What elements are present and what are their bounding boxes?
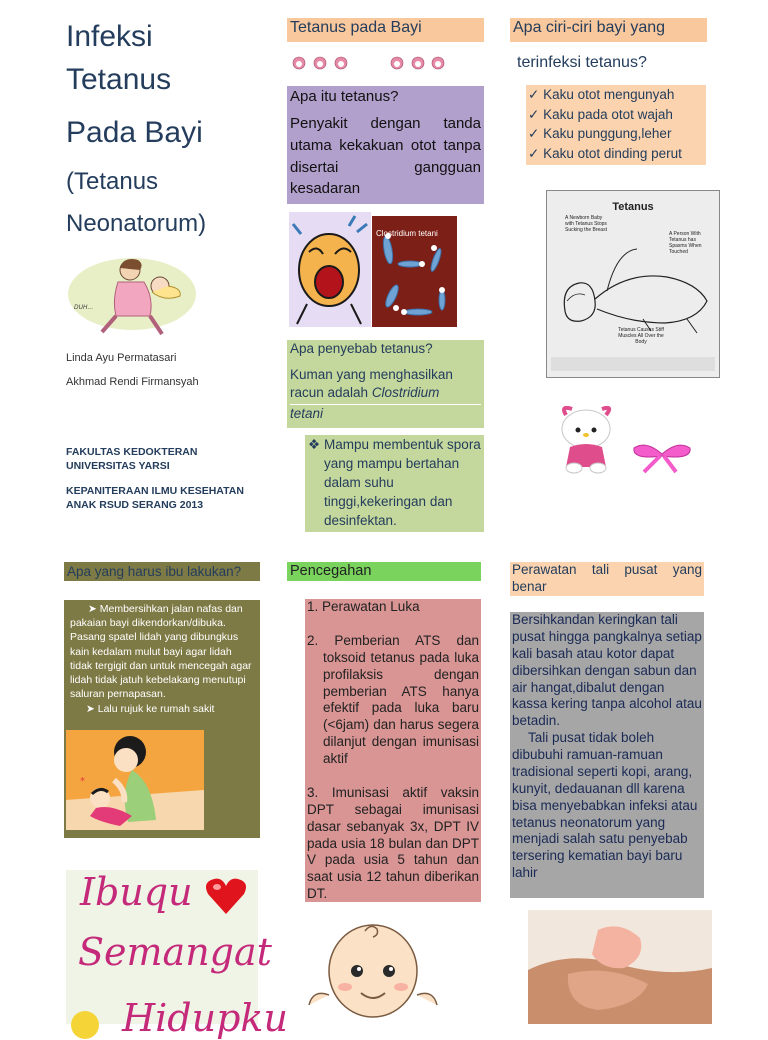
cause-heading: Apa penyebab tetanus? [290, 341, 433, 356]
author-2: Akhmad Rendi Firmansyah [66, 376, 199, 388]
symptoms-heading-line-2: terinfeksi tetanus? [517, 54, 647, 71]
symptoms-list [526, 85, 706, 165]
mother-action-heading: Apa yang harus ibu lakukan? [64, 562, 260, 581]
checkmark-icon: ✓ [528, 106, 540, 122]
prevention-item-3: 3. Imunisasi aktif vaksin DPT sebagai imunisasi dasar sebanyak 3x, DPT IV pada usia 18 bulan dan DPT V pada usia 5 tahun dan saat usia 12 tahun diberikan DT. [307, 784, 479, 902]
pink-ribbon-icon [626, 438, 698, 474]
tetanus-bayi-heading: Tetanus pada Bayi [287, 18, 484, 42]
author-1: Linda Ayu Permatasari [66, 352, 177, 364]
clostridium-tetani-photo [372, 216, 457, 327]
tetanus-diagram [546, 190, 720, 378]
prevention-item-2: 2. Pemberian ATS dan toksoid tetanus pada luka profilaksis dengan pemberian ATS hanya efektif pada luka baru (<6jam) dan harus segera dilanjut dengan imunisasi aktif [307, 632, 479, 766]
prevention-box [305, 599, 481, 902]
diagram-note-bottom: Tetanus Causes Stiff Muscles All Over the Body [618, 327, 664, 345]
symptom-item-2: ✓ Kaku pada otot wajah [528, 106, 673, 122]
mother-action-box [64, 600, 260, 838]
cause-text: Kuman yang menghasilkan racun adalah Clostridium tetani [290, 366, 481, 424]
clerkship-name [66, 485, 266, 512]
smiley-icon [70, 1010, 100, 1040]
diagram-title: Tetanus [612, 201, 654, 213]
checkmark-icon: ✓ [528, 145, 540, 161]
title-line-1: Infeksi [66, 20, 153, 53]
cord-care-box [510, 612, 704, 898]
checkmark-icon: ✓ [528, 126, 540, 142]
faculty-name [66, 446, 266, 473]
crying-baby-illustration [289, 212, 371, 327]
subtitle-line-1: (Tetanus [66, 168, 159, 195]
diamond-bullet-icon: ❖ [308, 437, 321, 452]
prevention-item-1: 1. Perawatan Luka [307, 599, 420, 614]
symptom-item-3: ✓ Kaku punggung,leher [528, 126, 672, 142]
subtitle-line-2: Neonatorum) [66, 210, 207, 237]
what-is-tetanus-text: Penyakit dengan tanda utama kekakuan otot tanpa disertai gangguan kesadaran [290, 115, 481, 198]
arrow-bullet-icon: ➤ [88, 603, 97, 615]
svg-text:DUH...: DUH... [74, 304, 94, 311]
title-line-3: Pada Bayi [66, 116, 203, 149]
title-line-2: Tetanus [66, 63, 172, 96]
banner-line-2: Semangat [78, 930, 272, 974]
cause-box [287, 340, 484, 428]
mother-caring-baby-illustration [66, 730, 204, 830]
diagram-note-right: A Person With Tetanus has Spasms When Touched [669, 231, 702, 255]
spore-box [305, 435, 484, 532]
cord-care-heading: Perawatan tali pusat yang benar [510, 562, 704, 596]
symptom-item-1: ✓ Kaku otot mengunyah [528, 87, 675, 102]
svg-text:*: * [80, 776, 85, 787]
clerkship-line-2: ANAK RSUD SERANG 2013 [66, 498, 204, 511]
arrow-bullet-icon: ➤ [86, 703, 95, 716]
mother-action-item-2: ➤ Lalu rujuk ke rumah sakit [86, 703, 215, 716]
cord-care-text-1: Bersihkandan keringkan tali pusat hingga pangkalnya setiap kali basah atau kotor dapat dibersihkan dengan sabun dan air hangat,dibalut dengan kassa kering tanpa alcohol atau betadin. [512, 612, 702, 729]
clerkship-line-1: KEPANITERAAN ILMU KESEHATAN [66, 485, 244, 497]
heart-icon [204, 876, 248, 916]
diagram-note-left: A Newborn Baby with Tetanus Stops Sucking the Breast [565, 215, 607, 233]
banner-line-1: Ibuqu [80, 870, 193, 914]
prevention-heading: Pencegahan [287, 562, 481, 581]
faculty-line-1: FAKULTAS KEDOKTERAN [66, 446, 198, 458]
kitty-doll-illustration [556, 405, 618, 473]
baby-hand-photo [528, 910, 712, 1024]
faculty-line-2: UNIVERSITAS YARSI [66, 459, 170, 472]
spore-item: ❖ Mampu membentuk spora yang mampu bertahan dalam suhu tinggi,kekeringan dan desinfektan. [308, 436, 481, 530]
symptom-item-4: ✓ Kaku otot dinding perut [528, 145, 682, 161]
clostridium-photo-label: Clostridium tetani [376, 229, 438, 238]
mother-baby-illustration [64, 254, 200, 340]
checkmark-icon: ✓ [528, 87, 540, 102]
what-is-tetanus-heading: Apa itu tetanus? [290, 88, 399, 105]
banner-line-3: Hidupku [122, 996, 288, 1040]
cord-care-text-2: Tali pusat tidak boleh dibubuhi ramuan-ramuan tradisional seperti kopi, arang, kunyit, dedauanan dll karena bisa menyebabkan infeksi atau tetanus neonatorum yang menjadi salah satu penyebab tersering kematian bayi baru lahir [512, 730, 698, 881]
mother-action-item-1: ➤ Membersihkan jalan nafas dan pakaian bayi dikendorkan/dibuka. Pasang spatel lidah yang dibungkus kain kedalam mulut bayi agar lidah tidak tergigit dan untuk mencegah agar lidah tidak jatuh kebelakang menutupi saluran pernapasan. [70, 603, 252, 701]
cartoon-baby-illustration [305, 915, 441, 1024]
symptoms-heading-line-1: Apa ciri-ciri bayi yang [510, 18, 707, 42]
decorative-bears-row [289, 53, 459, 73]
ibuqu-banner [66, 870, 288, 1040]
what-is-tetanus-box [287, 86, 484, 204]
